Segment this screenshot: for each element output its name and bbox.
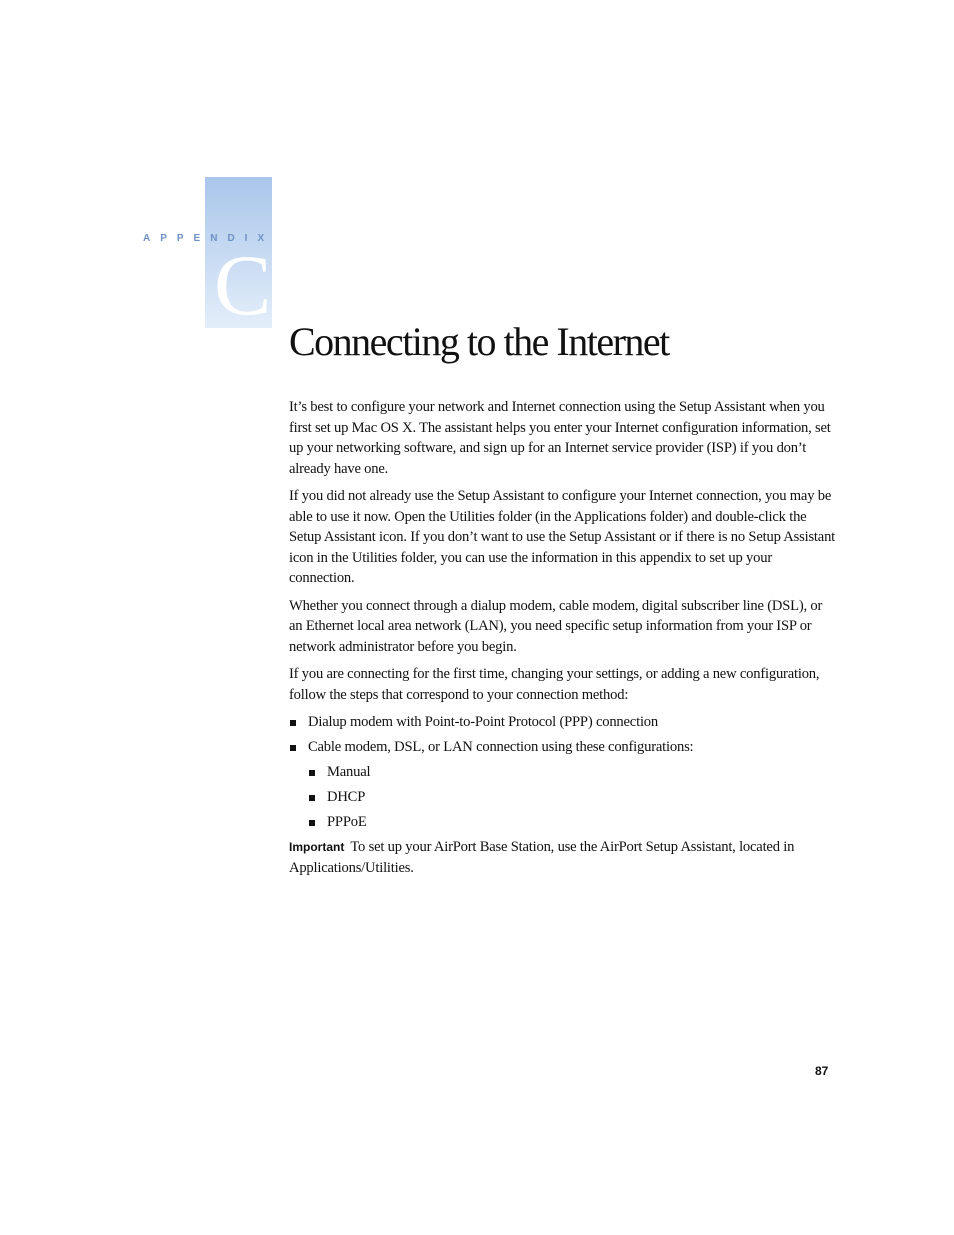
connection-methods-list	[289, 712, 837, 833]
list-item-pppoe	[308, 812, 837, 833]
list-item-text: Dialup modem with Point-to-Point Protocol (PPP) connection	[308, 714, 658, 730]
list-item-manual	[308, 762, 837, 783]
list-item-dialup	[289, 712, 837, 733]
important-note	[289, 837, 837, 878]
paragraph-setup-assistant: If you did not already use the Setup Assistant to configure your Internet connection, you may be able to use it now. Open the Utilities folder (in the Applications folder) and double-click the Setup Assistant icon. If you don’t want to use the Setup Assistant or if there is no Setup Assistant icon in the Utilities folder, you can use the information in this appendix to set up your connection.	[289, 488, 836, 586]
paragraph-intro: It’s best to configure your network and Internet connection using the Setup Assistant when you first set up Mac OS X. The assistant helps you enter your Internet configuration information, set up your networking software, and sign up for an Internet service provider (ISP) if you don’t already have one.	[289, 399, 831, 477]
page-number: 87	[815, 1064, 829, 1078]
important-text: To set up your AirPort Base Station, use the AirPort Setup Assistant, located in Applications/Utilities.	[289, 839, 795, 876]
paragraph-requirements: Whether you connect through a dialup modem, cable modem, digital subscriber line (DSL), or an Ethernet local area network (LAN), you need specific setup information from your ISP or network administrator before you begin.	[289, 597, 823, 655]
appendix-letter: C	[214, 237, 272, 333]
important-label: Important	[289, 840, 345, 854]
list-item-cable-dsl-lan	[289, 737, 837, 833]
paragraph-steps-intro: If you are connecting for the first time, changing your settings, or adding a new configuration, follow the steps that correspond to your connection method:	[289, 666, 820, 703]
list-item-dhcp	[308, 787, 837, 808]
list-item-text: DHCP	[327, 789, 366, 805]
page-title: Connecting to the Internet	[289, 319, 669, 364]
body-content	[289, 397, 837, 885]
configurations-list	[308, 762, 837, 833]
appendix-label: APPENDIX	[143, 233, 275, 244]
list-item-text: Manual	[327, 764, 371, 780]
list-item-text: PPPoE	[327, 814, 367, 830]
list-item-text: Cable modem, DSL, or LAN connection using these configurations:	[308, 739, 694, 755]
